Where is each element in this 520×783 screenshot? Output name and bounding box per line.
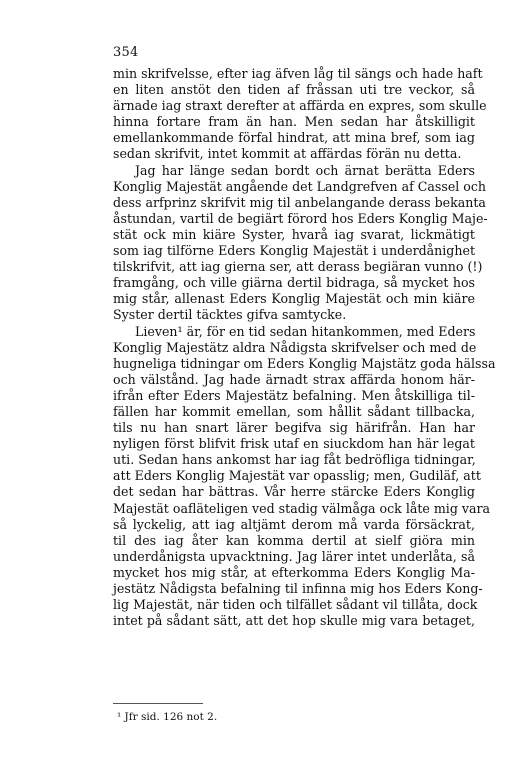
text-line: fällen har kommit emellan, som hållit sådant tillbacka, (113, 403, 475, 419)
footnote-divider (113, 703, 203, 704)
text-line: hinna fortare fram än han. Men sedan har åtskilligit (113, 114, 475, 130)
text-line: ärnade iag straxt derefter at affärda en expres, som skulle (113, 98, 487, 114)
text-line: jestätz Nådigsta befalning til infinna mig hos Eders Kong- (113, 581, 483, 596)
text-line: tils nu han snart lärer begifva sig härifrån. Han har (113, 420, 475, 436)
text-line: intet på sådant sätt, att det hop skulle mig vara betaget, (113, 613, 475, 629)
text-line: til des iag åter kan komma dertil at sielf giöra min (113, 532, 475, 548)
text-line: Konglig Majestät angående det Landgrefven af Cassel och (113, 178, 487, 194)
text-line: mycket hos mig står, at efterkomma Eders Konglig Ma- (113, 564, 475, 580)
text-line: ifrån efter Eders Majestätz befalning. Men åtskilliga til- (113, 387, 475, 403)
text-line: stät ock min kiäre Syster, hvarå iag svarat, lickmätigt (113, 226, 475, 242)
text-line: Konglig Majestätz aldra Nådigsta skrifvelser och med de (113, 339, 477, 355)
page-number: 354 (113, 45, 139, 60)
text-line: sedan skrifvit, intet kommit at affärdas förän nu detta. (113, 146, 462, 162)
body-text (113, 66, 496, 629)
text-line: underdånigsta upvacktning. Jag lärer intet underlåta, så (113, 548, 475, 564)
text-line: Jag har länge sedan bordt och ärnat berätta Eders (135, 162, 475, 178)
text-line: Majestät oafläteligen ved stadig välmåga ock låte mig vara (113, 500, 491, 516)
text-line: lig Majestät, när tiden och tilfället sådant vil tillåta, dock (113, 597, 478, 613)
text-line: dess arfprinz skrifvit mig til anbelangande derass bekanta (113, 194, 486, 210)
text-line: och välstånd. Jag hade ärnadt strax affärda honom här- (113, 371, 475, 387)
text-line: nyligen först blifvit frisk utaf en siuckdom han här legat (113, 436, 475, 452)
text-line: Syster dertil täcktes gifva samtycke. (113, 307, 347, 323)
text-line: min skrifvelsse, efter iag äfven låg til sängs och hade haft (113, 66, 483, 81)
footnote: ¹ Jfr sid. 126 not 2. (117, 711, 218, 723)
text-line: framgång, och ville giärna dertil bidraga, så mycket hos (113, 275, 475, 291)
text-line: hugneliga tidningar om Eders Konglig Majstätz goda hälssa (113, 355, 496, 371)
text-line: Lieven¹ är, för en tid sedan hitankommen, med Eders (135, 323, 476, 339)
text-line: uti. Sedan hans ankomst har iag fåt bedröfliga tidningar, (113, 452, 476, 468)
text-line: det sedan har bättras. Vår herre stärcke Eders Konglig (113, 484, 475, 500)
text-line: emellankommande förfal hindrat, att mina bref, som iag (113, 130, 475, 146)
text-line: som iag tilförne Eders Konglig Majestät i underdånighet (113, 243, 475, 259)
text-line: mig står, allenast Eders Konglig Majestät och min kiäre (113, 291, 475, 307)
text-line: tilskrifvit, att iag gierna ser, att derass begiäran vunno (!) (113, 259, 483, 275)
text-line: så lyckelig, att iag altjämt derom må varda försäckrat, (113, 516, 475, 532)
text-line: åstundan, vartil de begiärt förord hos Eders Konglig Maje- (113, 210, 488, 226)
text-line: att Eders Konglig Majestät var opasslig; men, Gudiläf, att (113, 468, 481, 484)
text-line: en liten anstöt den tiden af fråssan uti tre veckor, så (113, 82, 475, 98)
